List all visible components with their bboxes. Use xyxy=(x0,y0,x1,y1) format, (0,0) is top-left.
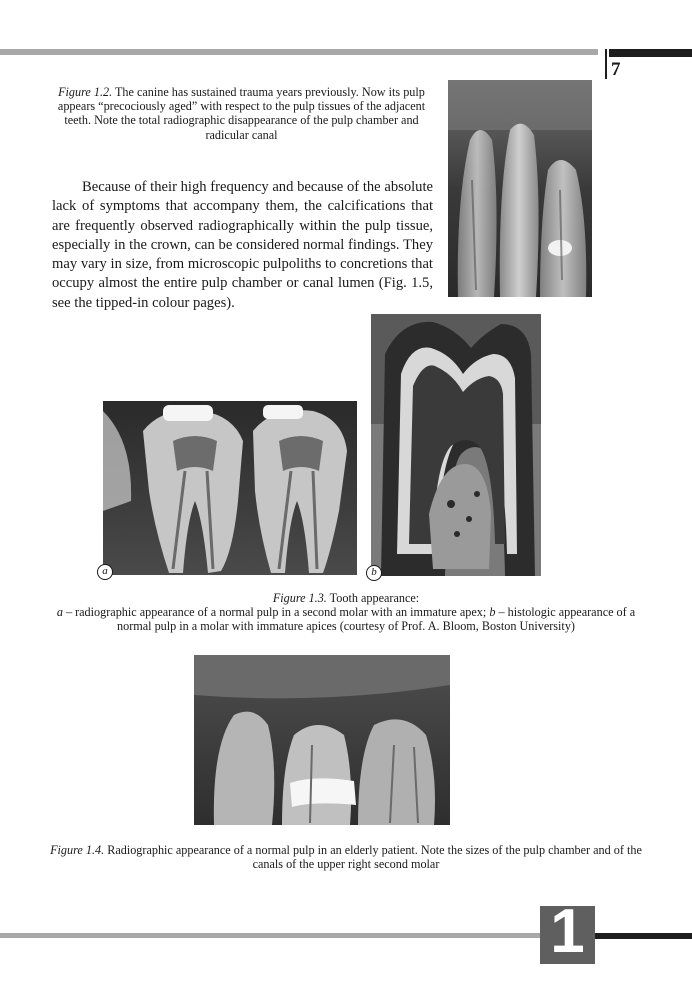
chapter-number: 1 xyxy=(550,897,585,966)
figure-1-3-title: Tooth appearance: xyxy=(326,591,420,605)
figure-1-4-radiograph xyxy=(194,655,450,825)
bottom-rule xyxy=(0,933,540,938)
top-rule-dark xyxy=(609,49,692,57)
page-number-rule xyxy=(605,49,607,79)
top-rule xyxy=(0,49,598,55)
figure-1-3-label: Figure 1.3. xyxy=(272,591,327,605)
figure-1-4-caption xyxy=(50,843,642,871)
figure-1-3-caption xyxy=(50,591,642,634)
figure-1-4-text: Radiographic appearance of a normal pulp in an elderly patient. Note the sizes of the pulp chamber and of the canals of the upper right second molar xyxy=(104,843,642,872)
body-paragraph: Because of their high frequency and because of the absolute lack of symptoms that accompany them, the calcifications that are frequently observed radiographically within the pulp tissue, especially in the crown, can be considered normal findings. They may vary in size, from microscopic pulpoliths to concretions that occupy almost the entire pulp chamber or canal lumen (Fig. 1.5, see the tipped-in colour pages). xyxy=(52,179,433,311)
figure-1-3a-radiograph xyxy=(103,401,357,575)
page-number: 7 xyxy=(611,59,621,80)
figure-1-3-part-b-letter: b xyxy=(489,605,496,620)
figure-1-3b-histology xyxy=(371,314,541,576)
figure-1-2-label: Figure 1.2. xyxy=(58,85,113,99)
panel-label-b: b xyxy=(366,565,382,581)
figure-1-4-label: Figure 1.4. xyxy=(50,843,105,857)
figure-1-3-part-a-letter: a xyxy=(56,605,63,620)
figure-1-2-radiograph xyxy=(448,80,592,297)
panel-label-a: a xyxy=(97,564,113,580)
figure-1-3-part-a-text: – radiographic appearance of a normal pulp in a second molar with an immature apex; xyxy=(62,605,490,620)
figure-1-2-text: The canine has sustained trauma years previously. Now its pulp appears “precociously aged” with respect to the pulp tissues of the adjacent teeth. Note the total radiographic disappearance of the pulp chamber and radicular canal xyxy=(57,85,426,142)
figure-1-3-part-b-text: – histologic appearance of a normal pulp in a molar with immature apices (courtesy of Prof. A. Bloom, Boston University) xyxy=(117,605,636,634)
bottom-rule-dark xyxy=(595,933,692,939)
figure-1-2-caption xyxy=(50,85,433,142)
